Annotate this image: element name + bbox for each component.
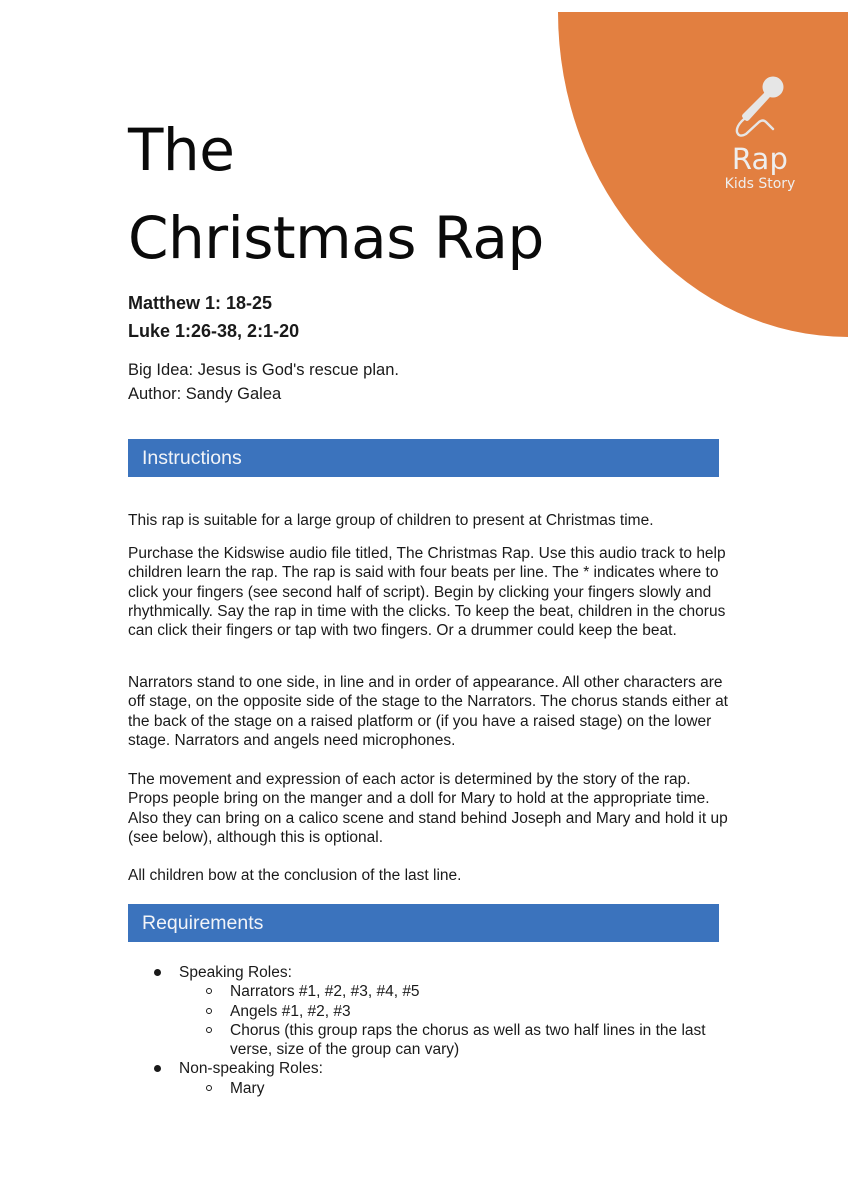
author: Author: Sandy Galea (128, 385, 282, 403)
scripture-reference: Luke 1:26-38, 2:1-20 (128, 321, 300, 341)
bullet-circle-icon (206, 988, 212, 994)
bullet-disc-icon (154, 1065, 161, 1072)
badge-subtitle: Kids Story (724, 176, 796, 192)
scripture-reference: Matthew 1: 18-25 (128, 293, 273, 313)
instructions-paragraph: Purchase the Kidswise audio file titled, The Christmas Rap. Use this audio track to help children learn the rap. The rap is said with four beats per line. The * indicates where to click your fingers (see second half of script). Begin by clicking your fingers slowly and rhythmically. Say the rap in time with the clicks. To keep the beat, children in the chorus can click their fingers or tap with two fingers. Or a drummer could keep the beat. (128, 545, 726, 640)
list-item-speaking-roles (128, 963, 728, 1059)
list-item-label: Speaking Roles: (179, 964, 292, 981)
list-item (179, 1079, 728, 1098)
bullet-circle-icon (206, 1008, 212, 1014)
list-item-label: Angels #1, #2, #3 (230, 1002, 351, 1020)
list-item-label: Non-speaking Roles: (179, 1060, 323, 1078)
scripture-references (128, 289, 299, 345)
page-title (128, 106, 544, 282)
list-item-label: Narrators #1, #2, #3, #4, #5 (230, 983, 420, 1001)
bullet-disc-icon (154, 969, 161, 976)
bullet-circle-icon (206, 1085, 212, 1091)
list-item (179, 982, 728, 1001)
instructions-paragraph: All children bow at the conclusion of the last line. (128, 867, 462, 884)
speaking-roles-list (179, 982, 728, 1059)
big-idea: Big Idea: Jesus is God's rescue plan. (128, 361, 399, 379)
list-item-non-speaking-roles (128, 1059, 728, 1098)
microphone-icon (729, 72, 791, 140)
instructions-paragraph: Narrators stand to one side, in line and in order of appearance. All other characters are off stage, on the opposite side of the stage to the Narrators. The chorus stands either at the back of the stage on a raised platform or (if you have a raised stage) on the lower stage. Narrators and angels need microphones. (128, 674, 728, 749)
instructions-paragraph: The movement and expression of each actor is determined by the story of the rap. Props people bring on the manger and a doll for Mary to hold at the appropriate time. Also they can bring on a calico scene and stand behind Joseph and Mary and hold it up (see below), although this is optional. (128, 771, 728, 846)
page-title-line-1: The (128, 116, 235, 184)
story-meta (128, 358, 399, 406)
list-item (179, 1002, 728, 1021)
category-badge (710, 72, 810, 193)
non-speaking-roles-list (179, 1079, 728, 1098)
requirements-list (128, 963, 728, 1098)
section-heading-instructions: Instructions (128, 439, 719, 477)
badge-title: Rap (731, 142, 789, 176)
instructions-paragraph: This rap is suitable for a large group of children to present at Christmas time. (128, 512, 654, 529)
page-title-line-2: Christmas Rap (128, 204, 544, 272)
bullet-circle-icon (206, 1027, 212, 1033)
section-heading-requirements: Requirements (128, 904, 719, 942)
list-item-label: Chorus (this group raps the chorus as well as two half lines in the last verse, size of the group can vary) (230, 1021, 706, 1059)
list-item-label: Mary (230, 1079, 265, 1097)
list-item (179, 1021, 728, 1060)
